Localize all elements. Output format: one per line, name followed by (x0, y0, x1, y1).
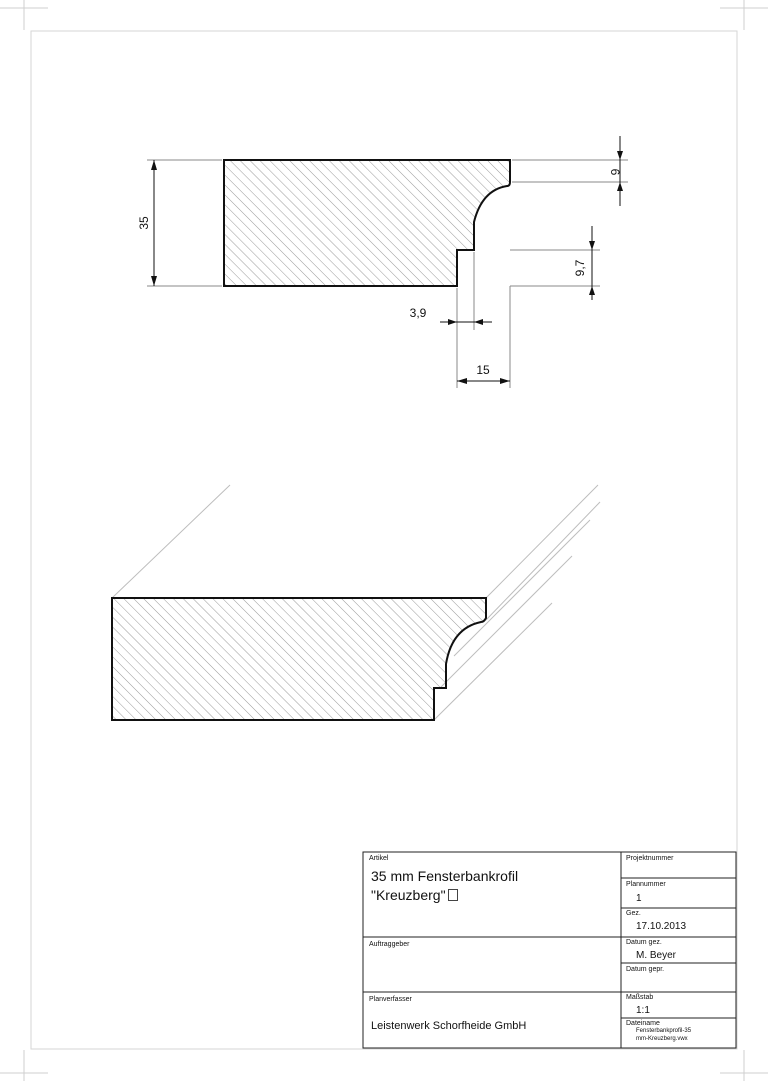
checked-label: Datum gepr. (626, 966, 665, 973)
drawn-by-label: Datum gez. (626, 939, 662, 946)
dimension-height (147, 160, 222, 286)
filename-value-line1: Fensterbankprofil-35 (636, 1028, 692, 1034)
article-label: Artikel (369, 855, 389, 862)
plan-number-value: 1 (636, 893, 642, 904)
filename-label: Dateiname (626, 1020, 660, 1027)
plan-number-label: Plannummer (626, 881, 666, 888)
title-block-grid (363, 852, 736, 1048)
dimension-profile-cut-label: 15 (476, 363, 490, 377)
dimension-arc-height-label: 9,7 (573, 259, 587, 277)
profile-section (224, 160, 510, 286)
drawn-by-value: M. Beyer (636, 950, 677, 961)
dimension-height-label: 35 (137, 216, 151, 230)
dimension-top-offset-label: 6 (608, 168, 622, 176)
planner-label: Planverfasser (369, 996, 412, 1003)
planner-value: Leistenwerk Schorfheide GmbH (371, 1020, 527, 1032)
client-label: Auftraggeber (369, 941, 410, 948)
article-title-line2-text: "Kreuzberg" (371, 887, 446, 903)
dimension-arc-height (510, 226, 600, 388)
dimension-step-width-label: 3,9 (409, 306, 427, 320)
date-value: 17.10.2013 (636, 921, 687, 932)
project-number-label: Projektnummer (626, 855, 674, 862)
article-title-line1: 35 mm Fensterbankrofil (371, 868, 519, 884)
filename-value-line2: mm-Kreuzberg.vwx (636, 1036, 688, 1042)
perspective-profile-face (112, 598, 486, 720)
dimension-profile-cut (457, 378, 510, 384)
scale-label: Maßstab (626, 994, 654, 1001)
date-label: Gez. (626, 910, 641, 917)
scale-value: 1:1 (636, 1005, 650, 1016)
